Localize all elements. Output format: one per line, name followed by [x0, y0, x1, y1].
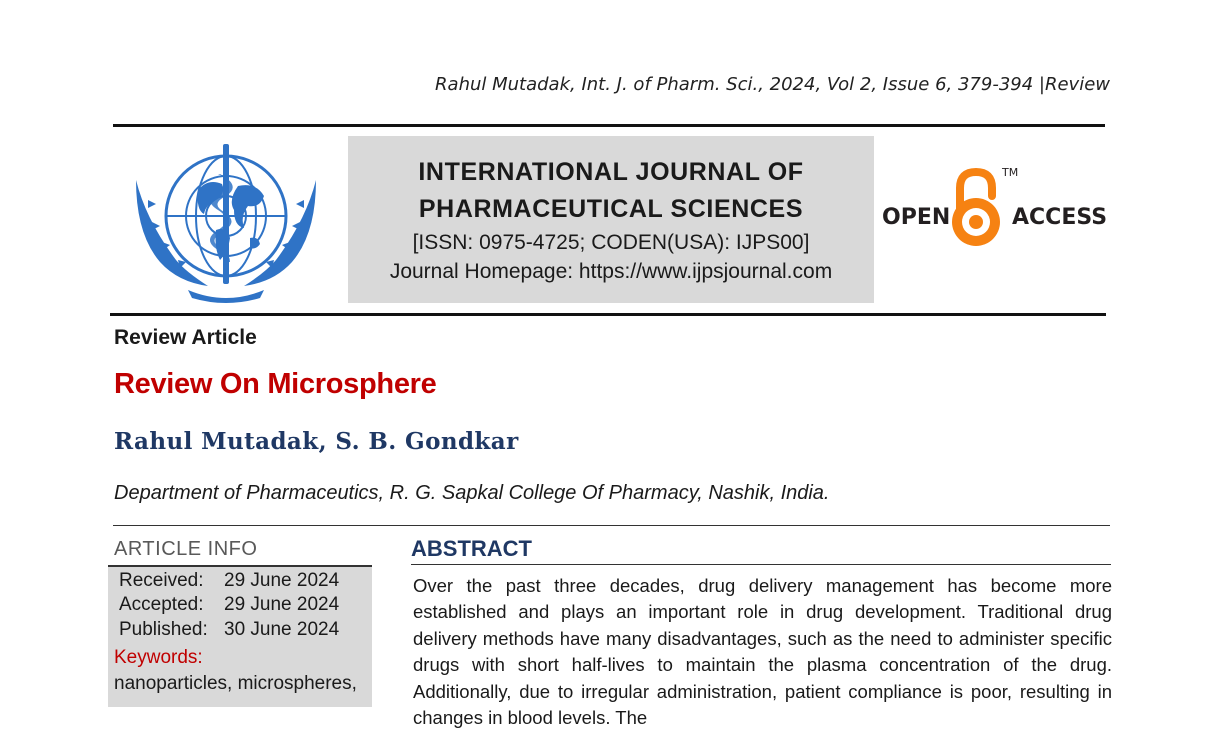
abstract-text: Over the past three decades, drug delivery management has become more established and plays an important role in drug development. Traditional drug delivery methods have many disadvantages, such as the need to administer specific drugs with short half-lives to maintain the plasma concentration of the drug. Additionally, due to irregular administration, patient compliance is poor, resulting in changes in blood levels. The [413, 575, 1112, 729]
received-row [119, 570, 339, 592]
journal-title-line1: INTERNATIONAL JOURNAL OF [418, 158, 804, 186]
open-access-left-text: OPEN [882, 205, 951, 230]
article-authors: Rahul Mutadak, S. B. Gondkar [114, 428, 519, 455]
journal-masthead-box [348, 136, 874, 303]
running-header-citation: Rahul Mutadak, Int. J. of Pharm. Sci., 2024, Vol 2, Issue 6, 379-394 |Review [435, 74, 1110, 95]
section-divider [113, 525, 1110, 526]
who-emblem-logo [128, 140, 324, 304]
header-bottom-rule [110, 313, 1106, 316]
article-type: Review Article [114, 326, 257, 349]
journal-title-line2: PHARMACEUTICAL SCIENCES [418, 195, 804, 223]
journal-issn: [ISSN: 0975-4725; CODEN(USA): IJPS00] [412, 231, 810, 254]
keywords-label: Keywords: [114, 647, 203, 668]
open-access-right-text: ACCESS [1012, 205, 1108, 230]
keywords-list: nanoparticles, microspheres, [114, 673, 357, 694]
open-access-logo [880, 166, 1108, 254]
journal-homepage-link[interactable]: Journal Homepage: https://www.ijpsjournal.com [389, 260, 833, 283]
published-date: 30 June 2024 [224, 619, 340, 640]
accepted-row [119, 594, 339, 616]
article-title: Review On Microsphere [114, 368, 437, 400]
accepted-date: 29 June 2024 [224, 594, 340, 615]
header-top-rule [113, 124, 1105, 127]
article-info-heading: ARTICLE INFO [114, 538, 258, 560]
received-label: Received: [119, 570, 204, 591]
abstract-heading: ABSTRACT [411, 536, 532, 561]
published-row [119, 619, 339, 641]
article-affiliation: Department of Pharmaceutics, R. G. Sapkal College Of Pharmacy, Nashik, India. [114, 482, 830, 504]
article-info-box [108, 565, 372, 707]
published-label: Published: [119, 619, 208, 640]
abstract-underline [411, 564, 1111, 565]
received-date: 29 June 2024 [224, 570, 340, 591]
journal-title [348, 154, 874, 228]
accepted-label: Accepted: [119, 594, 204, 615]
trademark-mark: TM [1002, 166, 1019, 179]
open-lock-icon [952, 172, 1000, 246]
